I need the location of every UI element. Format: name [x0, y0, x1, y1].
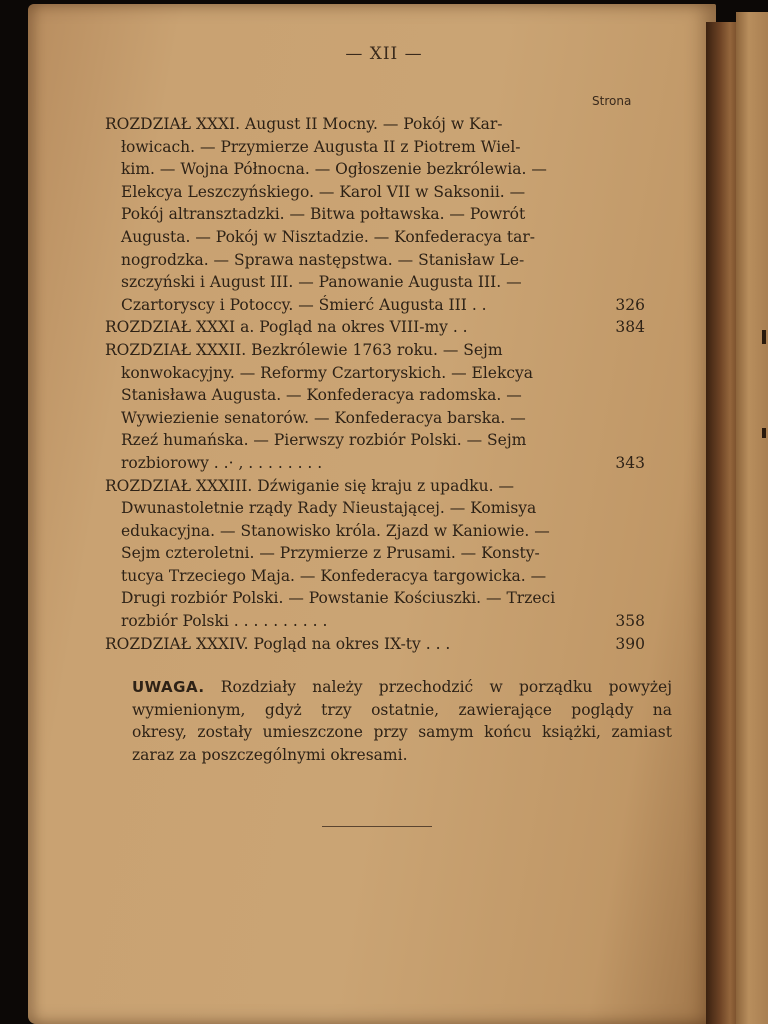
toc-line-text: Stanisława Augusta. — Konfederacya radomska. — — [121, 386, 522, 405]
toc-line — [105, 475, 623, 498]
toc-line — [105, 294, 645, 317]
toc-line-text: ROZDZIAŁ XXXI. August II Mocny. — Pokój w Kar- — [105, 115, 503, 133]
toc-line — [105, 181, 623, 204]
toc-line-text: Czartoryscy i Potoccy. — Śmierć Augusta III . . — [121, 295, 487, 314]
toc-line — [105, 136, 623, 159]
toc-line-text: kim. — Wojna Północna. — Ogłoszenie bezkrólewia. — — [121, 160, 547, 179]
toc-line-text: łowicach. — Przymierze Augusta II z Piotrem Wiel- — [121, 137, 521, 156]
toc-line — [105, 542, 623, 565]
toc-line-text: ROZDZIAŁ XXXI a. Pogląd na okres VIII-my . . — [105, 318, 468, 337]
toc-line — [105, 429, 623, 452]
toc-line — [105, 407, 623, 430]
adjacent-page-mark — [762, 428, 766, 438]
toc-line — [105, 339, 623, 362]
toc-line — [105, 452, 645, 475]
toc-line — [105, 316, 645, 339]
toc-line — [105, 520, 623, 543]
toc-line-text: Wywiezienie senatorów. — Konfederacya barska. — — [121, 408, 526, 427]
toc-line — [105, 565, 623, 588]
toc-line — [105, 113, 623, 136]
note-paragraph — [132, 676, 672, 766]
toc-line-text: szczyński i August III. — Panowanie Augusta III. — — [121, 273, 522, 292]
toc-line-text: rozbiór Polski . . . . . . . . . . — [121, 612, 328, 631]
page-number: — XII — — [345, 44, 423, 64]
toc-page-number: 384 — [615, 318, 645, 337]
adjacent-page-edge — [736, 12, 768, 1024]
note-line: zaraz za poszczególnymi okresami. — [132, 745, 408, 764]
toc-line — [105, 587, 623, 610]
toc-line-text: rozbiorowy . .· , . . . . . . . . — [121, 453, 323, 472]
toc-line — [105, 384, 623, 407]
toc-line-text: Rzeź humańska. — Pierwszy rozbiór Polski. — Sejm — [121, 431, 527, 450]
toc-line-text: nogrodzka. — Sprawa następstwa. — Stanisław Le- — [121, 250, 525, 269]
toc-line — [105, 633, 645, 656]
toc-line — [105, 226, 623, 249]
table-of-contents — [105, 113, 645, 655]
page-column-label: Strona — [592, 94, 632, 108]
adjacent-page-mark — [762, 330, 766, 344]
toc-page-number: 390 — [615, 634, 645, 653]
toc-line-text: Elekcya Leszczyńskiego. — Karol VII w Saksonii. — — [121, 182, 526, 201]
divider-rule — [322, 826, 432, 827]
toc-line-text: ROZDZIAŁ XXXIV. Pogląd na okres IX-ty . . . — [105, 634, 451, 653]
toc-line — [105, 497, 623, 520]
toc-line-text: konwokacyjny. — Reformy Czartoryskich. — Elekcya — [121, 363, 534, 382]
toc-page-number: 343 — [615, 453, 645, 472]
toc-line — [105, 362, 623, 385]
toc-line — [105, 158, 623, 181]
note-text: Rozdziały należy przechodzić w porządku powyżej — [204, 678, 672, 696]
toc-line — [105, 249, 623, 272]
toc-line — [105, 271, 623, 294]
note-line: wymienionym, gdyż trzy ostatnie, zawierające poglądy na — [132, 700, 672, 719]
toc-line-text: Augusta. — Pokój w Nisztadzie. — Konfederacya tar- — [121, 227, 536, 246]
toc-line-text: Dwunastoletnie rządy Rady Nieustającej. — Komisya — [121, 499, 537, 518]
toc-line-text: ROZDZIAŁ XXXIII. Dźwiganie się kraju z upadku. — — [105, 476, 514, 495]
toc-line-text: edukacyjna. — Stanowisko króla. Zjazd w Kaniowie. — — [121, 521, 550, 540]
toc-line-text: Pokój altransztadzki. — Bitwa połtawska. — Powrót — [121, 205, 526, 224]
toc-line-text: ROZDZIAŁ XXXII. Bezkrólewie 1763 roku. — Sejm — [105, 340, 503, 359]
note-label: UWAGA. — [132, 678, 205, 696]
toc-line — [105, 203, 623, 226]
note-line: okresy, zostały umieszczone przy samym końcu książki, zamiast — [132, 723, 672, 742]
toc-line-text: Sejm czteroletni. — Przymierze z Prusami. — Konsty- — [121, 544, 540, 563]
toc-line-text: tucya Trzeciego Maja. — Konfederacya targowicka. — — [121, 566, 547, 585]
toc-page-number: 326 — [615, 295, 645, 314]
note-line — [132, 676, 672, 699]
toc-page-number: 358 — [615, 612, 645, 631]
toc-line-text: Drugi rozbiór Polski. — Powstanie Kościuszki. — Trzeci — [121, 589, 556, 608]
toc-line — [105, 610, 645, 633]
